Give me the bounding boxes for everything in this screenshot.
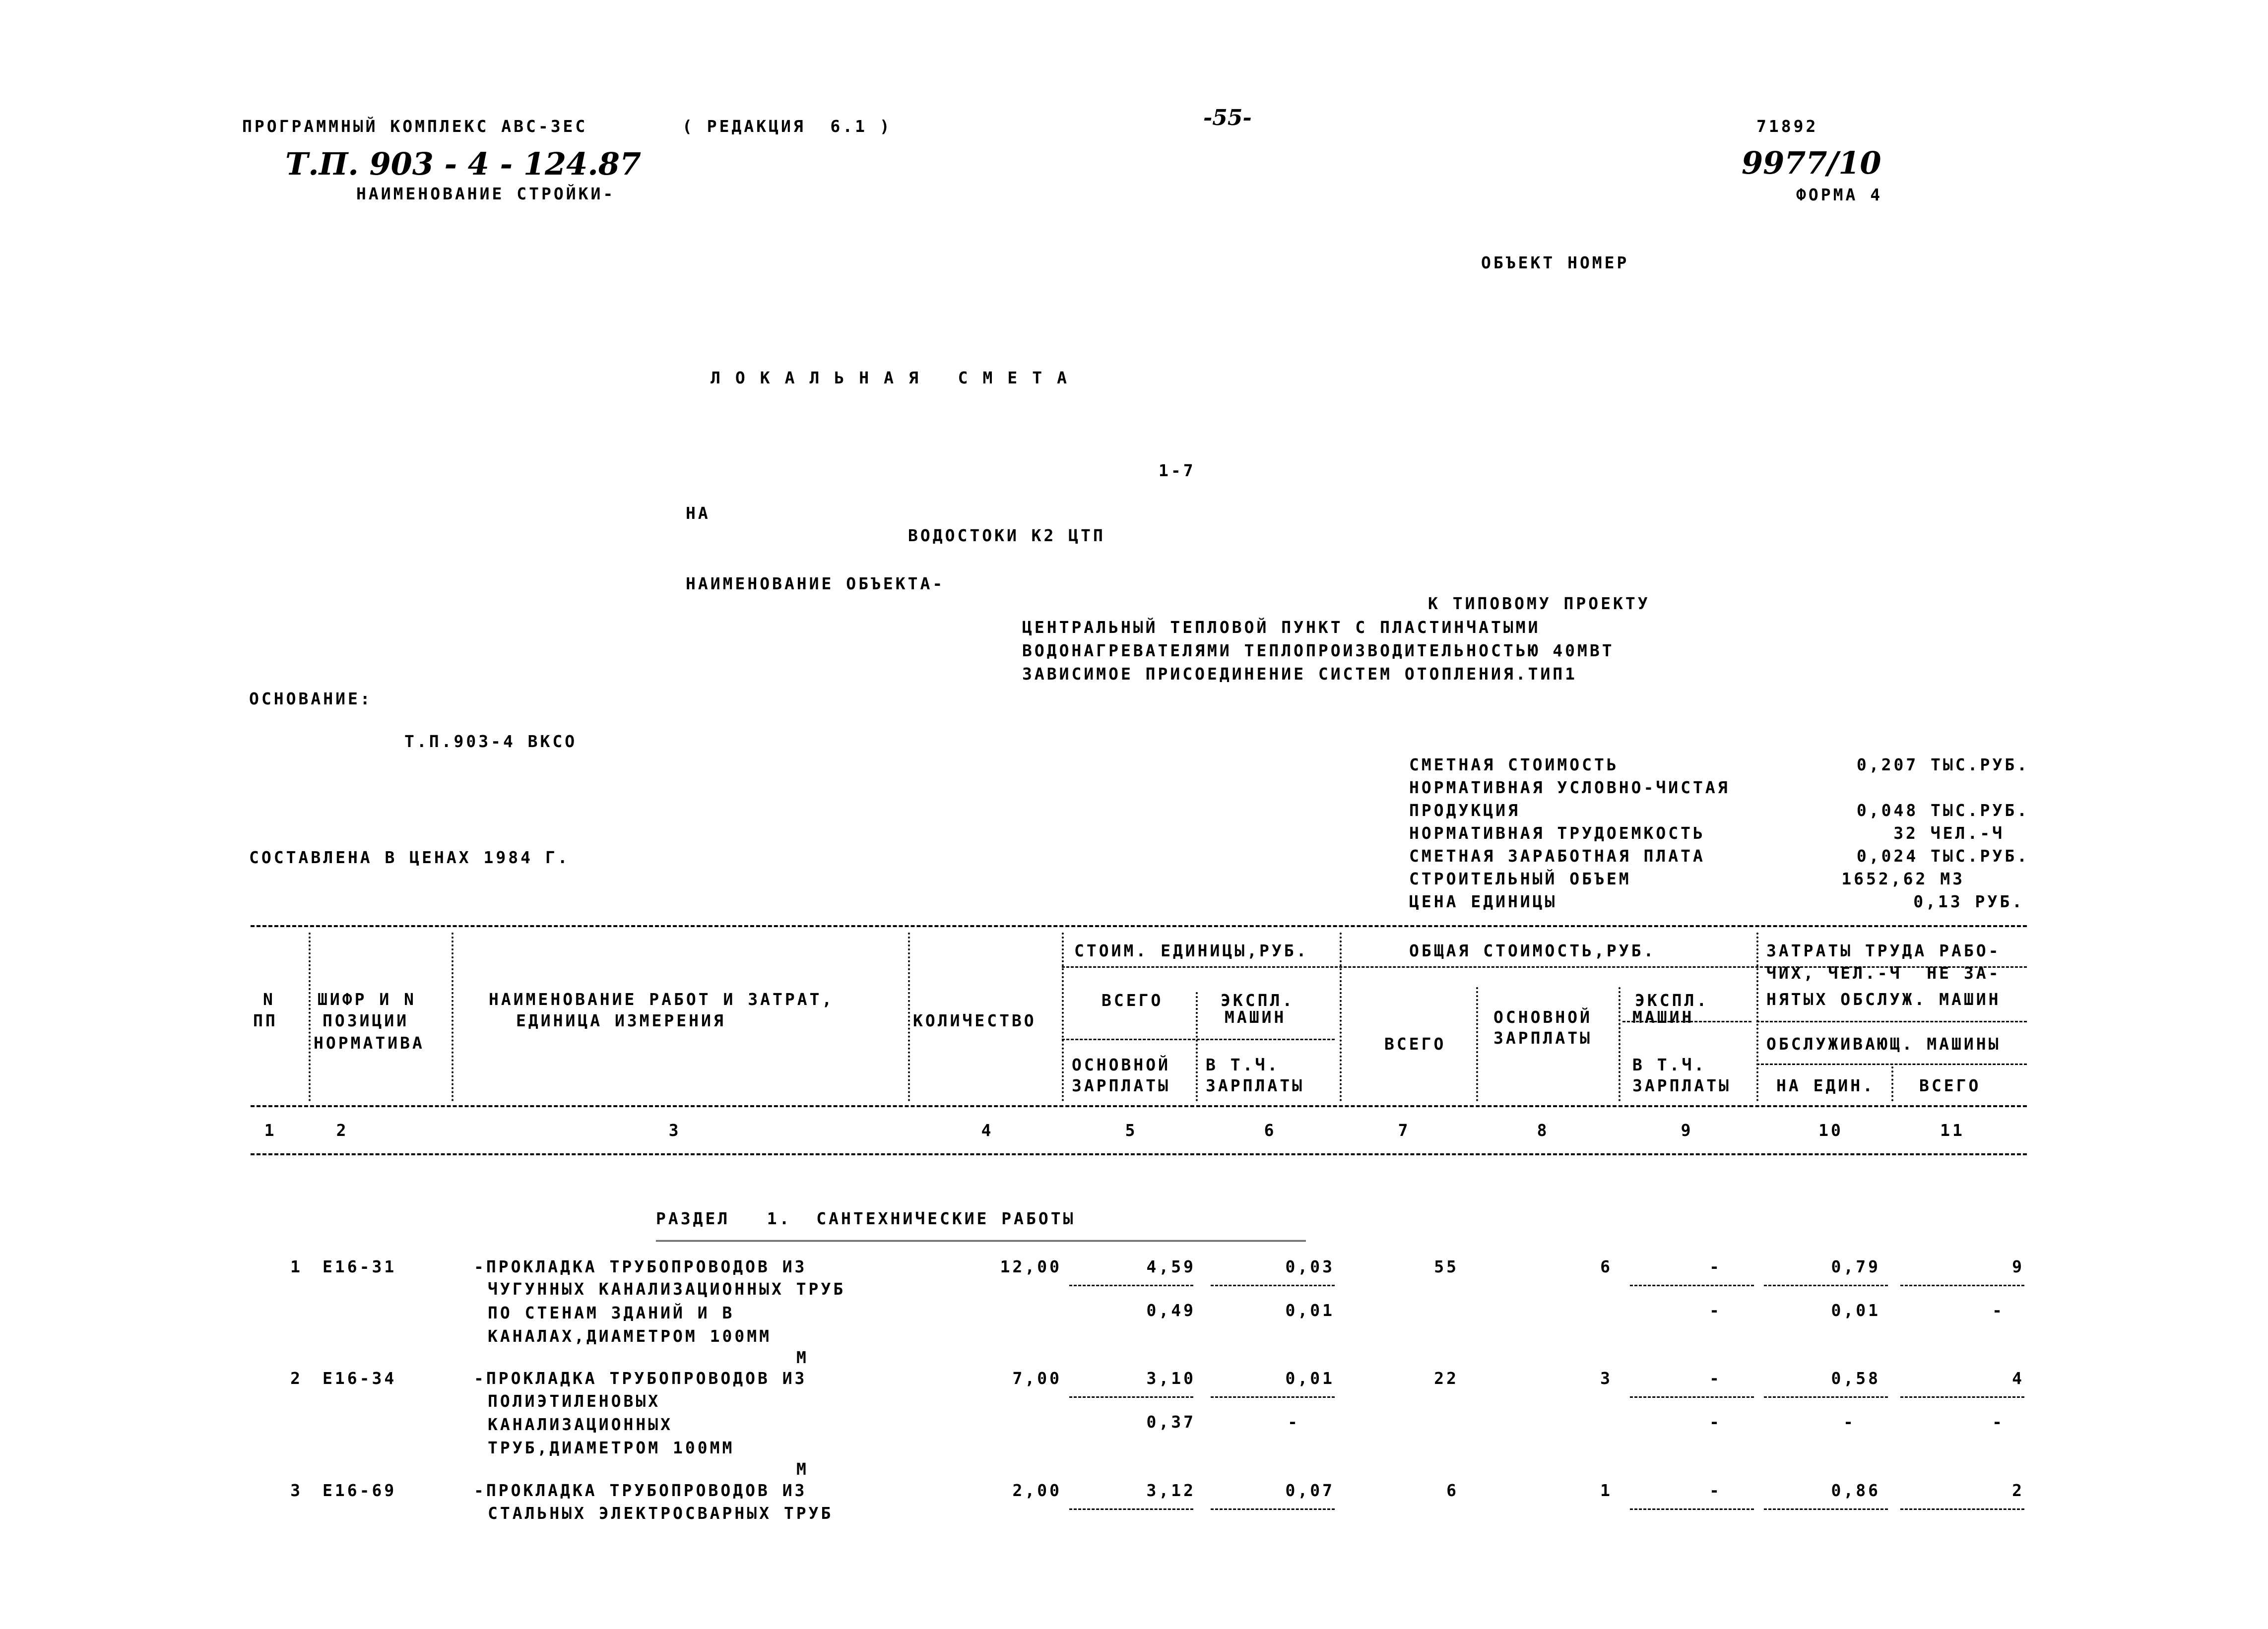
construction-name-label: НАИМЕНОВАНИЕ СТРОЙКИ- [356, 184, 616, 203]
row-underline [1069, 1508, 1193, 1510]
column-number: 10 [1818, 1121, 1843, 1140]
row-labor-total: 4 [2012, 1369, 2024, 1388]
document-code: 71892 [1756, 117, 1818, 136]
row-unit: М [796, 1459, 809, 1479]
col2-header: НОРМАТИВА [314, 1033, 425, 1053]
column-number: 3 [668, 1121, 681, 1140]
row-code: Е16-69 [323, 1481, 397, 1500]
column-number: 6 [1264, 1121, 1277, 1140]
row-desc-line: ЧУГУННЫХ КАНАЛИЗАЦИОННЫХ ТРУБ [488, 1279, 846, 1299]
row-unit-total: 3,10 [1146, 1369, 1196, 1388]
total-basic-wage-header: ОСНОВНОЙ [1493, 1007, 1592, 1027]
row-labor-service-total: - [1992, 1412, 2005, 1432]
summary-label: СТРОИТЕЛЬНЫЙ ОБЪЕМ [1409, 869, 1631, 888]
row-labor-total: 9 [2012, 1257, 2024, 1276]
col1-header: ПП [253, 1011, 278, 1030]
row-desc-line: СТАЛЬНЫХ ЭЛЕКТРОСВАРНЫХ ТРУБ [488, 1504, 834, 1523]
row-labor-total: 2 [2012, 1481, 2024, 1500]
row-unit-machine: 0,03 [1285, 1257, 1335, 1276]
column-divider [1196, 992, 1198, 1101]
header-sub-rule [1756, 1021, 2027, 1022]
row-labor-service-total: - [1992, 1301, 2005, 1320]
estimate-subject: ВОДОСТОКИ К2 ЦТП [908, 526, 1105, 545]
column-number: 7 [1398, 1121, 1411, 1140]
row-underline [1630, 1285, 1754, 1286]
row-total: 6 [1446, 1481, 1459, 1500]
col4-header: КОЛИЧЕСТВО [913, 1011, 1037, 1030]
labor-service-header: ОБСЛУЖИВАЮЩ. МАШИНЫ [1766, 1034, 2001, 1054]
column-divider [908, 933, 910, 1101]
form-label: ФОРМА 4 [1796, 185, 1883, 204]
row-unit-machine-wage: - [1288, 1412, 1300, 1432]
row-total-machine-wage: - [1709, 1412, 1722, 1432]
total-incl-wage-header: ЗАРПЛАТЫ [1632, 1076, 1731, 1095]
row-code: Е16-34 [323, 1369, 397, 1388]
row-desc-line: КАНАЛАХ,ДИАМЕТРОМ 100ММ [488, 1326, 772, 1346]
row-unit-total: 3,12 [1146, 1481, 1196, 1500]
row-underline [1211, 1396, 1335, 1398]
row-unit-machine-wage: 0,01 [1285, 1301, 1335, 1320]
row-underline [1211, 1285, 1335, 1286]
col1-header: N [263, 990, 275, 1009]
object-line-2: ЦЕНТРАЛЬНЫЙ ТЕПЛОВОЙ ПУНКТ С ПЛАСТИНЧАТЫМИ [1022, 618, 1541, 637]
row-code: Е16-31 [323, 1257, 397, 1276]
row-unit-wage: 0,37 [1146, 1412, 1196, 1432]
unit-basic-wage-header: ОСНОВНОЙ [1072, 1055, 1170, 1074]
total-machine-header: ЭКСПЛ. [1635, 991, 1709, 1010]
row-total-wage: 6 [1600, 1257, 1613, 1276]
object-line-3: ВОДОНАГРЕВАТЕЛЯМИ ТЕПЛОПРОИЗВОДИТЕЛЬНОСТЬЮ 40МВТ [1022, 641, 1615, 660]
row-labor-unit: 0,79 [1831, 1257, 1880, 1276]
row-desc-line: -ПРОКЛАДКА ТРУБОПРОВОДОВ ИЗ [474, 1369, 807, 1388]
row-underline [1764, 1508, 1888, 1510]
section-underline [656, 1240, 1306, 1242]
row-total-wage: 3 [1600, 1369, 1613, 1388]
unit-machine-header: МАШИН [1225, 1007, 1287, 1027]
unit-incl-wage-header: В Т.Ч. [1206, 1055, 1280, 1074]
object-number-label: ОБЪЕКТ НОМЕР [1481, 253, 1629, 272]
labor-total-header: ВСЕГО [1919, 1076, 1981, 1095]
row-underline [1211, 1508, 1335, 1510]
basis-label: ОСНОВАНИЕ: [249, 689, 373, 708]
col3-header: ЕДИНИЦА ИЗМЕРЕНИЯ [516, 1011, 726, 1030]
row-underline [1069, 1285, 1193, 1286]
row-unit-wage: 0,49 [1146, 1301, 1196, 1320]
row-number: 3 [290, 1481, 303, 1500]
sheet-number-handwritten: 9977/10 [1742, 145, 1881, 181]
summary-label: НОРМАТИВНАЯ ТРУДОЕМКОСТЬ [1409, 823, 1705, 843]
summary-value: 32 ЧЕЛ.-Ч [1893, 823, 2005, 843]
row-desc-line: -ПРОКЛАДКА ТРУБОПРОВОДОВ ИЗ [474, 1481, 807, 1500]
row-desc-line: -ПРОКЛАДКА ТРУБОПРОВОДОВ ИЗ [474, 1257, 807, 1276]
summary-label: ЦЕНА ЕДИНИЦЫ [1409, 892, 1557, 911]
total-machine-header: МАШИН [1632, 1007, 1694, 1027]
row-total-machine: - [1709, 1257, 1722, 1276]
summary-label: НОРМАТИВНАЯ УСЛОВНО-ЧИСТАЯ [1409, 778, 1730, 797]
row-total-machine: - [1709, 1369, 1722, 1388]
unit-basic-wage-header: ЗАРПЛАТЫ [1072, 1076, 1170, 1095]
numbers-bottom-rule [251, 1153, 2027, 1155]
row-desc-line: ТРУБ,ДИАМЕТРОМ 100ММ [488, 1438, 735, 1457]
row-desc-line: ПОЛИЭТИЛЕНОВЫХ [488, 1391, 661, 1411]
row-underline [1900, 1285, 2024, 1286]
header-sub-rule [1756, 1064, 2027, 1065]
object-name-label: НАИМЕНОВАНИЕ ОБЪЕКТА- [686, 574, 945, 593]
column-divider [1340, 933, 1342, 1101]
summary-label: СМЕТНАЯ ЗАРАБОТНАЯ ПЛАТА [1409, 846, 1705, 866]
row-total: 22 [1434, 1369, 1459, 1388]
labor-header: ЧИХ, ЧЕЛ.-Ч НЕ ЗА- [1766, 963, 2001, 983]
summary-value: 0,13 РУБ. [1913, 892, 2024, 911]
section-title: РАЗДЕЛ 1. САНТЕХНИЧЕСКИЕ РАБОТЫ [656, 1209, 1076, 1228]
project-code-handwritten: Т.П. 903 - 4 - 124.87 [285, 146, 642, 182]
unit-total-header: ВСЕГО [1102, 991, 1164, 1010]
column-divider [309, 933, 311, 1101]
row-total-wage: 1 [1600, 1481, 1613, 1500]
column-number: 5 [1125, 1121, 1138, 1140]
estimate-number: 1-7 [1159, 461, 1196, 480]
column-number: 11 [1940, 1121, 1965, 1140]
row-total-machine: - [1709, 1481, 1722, 1500]
row-total-machine-wage: - [1709, 1301, 1722, 1320]
col2-header: ПОЗИЦИИ [323, 1011, 409, 1030]
object-line-1: К ТИПОВОМУ ПРОЕКТУ [1428, 594, 1650, 613]
header-sub-rule [1062, 1039, 1335, 1040]
total-basic-wage-header: ЗАРПЛАТЫ [1493, 1028, 1592, 1048]
program-edition: ( РЕДАКЦИЯ 6.1 ) [682, 117, 892, 136]
column-number: 9 [1681, 1121, 1693, 1140]
row-unit-total: 4,59 [1146, 1257, 1196, 1276]
row-underline [1900, 1396, 2024, 1398]
col3-header: НАИМЕНОВАНИЕ РАБОТ И ЗАТРАТ, [489, 990, 835, 1009]
total-all-header: ВСЕГО [1384, 1034, 1446, 1054]
row-desc-line: ПО СТЕНАМ ЗДАНИЙ И В [488, 1303, 735, 1322]
labor-header: ЗАТРАТЫ ТРУДА РАБО- [1766, 941, 2001, 960]
row-underline [1630, 1396, 1754, 1398]
row-unit-machine: 0,01 [1285, 1369, 1335, 1388]
column-divider [1891, 1066, 1893, 1101]
unit-incl-wage-header: ЗАРПЛАТЫ [1206, 1076, 1304, 1095]
column-divider [1476, 987, 1478, 1101]
summary-value: 0,207 ТЫС.РУБ. [1856, 755, 2029, 774]
row-underline [1900, 1508, 2024, 1510]
row-unit-machine: 0,07 [1285, 1481, 1335, 1500]
row-underline [1764, 1396, 1888, 1398]
column-divider [1756, 933, 1758, 1101]
header-bottom-rule [251, 1105, 2027, 1107]
column-number: 1 [264, 1121, 277, 1140]
labor-per-unit-header: НА ЕДИН. [1776, 1076, 1875, 1095]
labor-header: НЯТЫХ ОБСЛУЖ. МАШИН [1766, 990, 2001, 1009]
program-name: ПРОГРАММНЫЙ КОМПЛЕКС АВС-3ЕС [242, 117, 588, 136]
row-labor-unit: 0,58 [1831, 1369, 1880, 1388]
column-number: 2 [336, 1121, 349, 1140]
row-labor-service-unit: - [1843, 1412, 1856, 1432]
column-divider [1619, 987, 1620, 1101]
on-label: НА [686, 503, 711, 523]
row-underline [1069, 1396, 1193, 1398]
unit-cost-header: СТОИМ. ЕДИНИЦЫ,РУБ. [1074, 941, 1309, 960]
row-underline [1764, 1285, 1888, 1286]
unit-machine-header: ЭКСПЛ. [1221, 991, 1295, 1010]
row-desc-line: КАНАЛИЗАЦИОННЫХ [488, 1415, 673, 1434]
row-quantity: 2,00 [1012, 1481, 1062, 1500]
summary-label: СМЕТНАЯ СТОИМОСТЬ [1409, 755, 1619, 774]
object-line-4: ЗАВИСИМОЕ ПРИСОЕДИНЕНИЕ СИСТЕМ ОТОПЛЕНИЯ.ТИП1 [1022, 664, 1578, 684]
summary-label: ПРОДУКЦИЯ [1409, 801, 1520, 820]
total-cost-header: ОБЩАЯ СТОИМОСТЬ,РУБ. [1409, 941, 1656, 960]
prices-label: СОСТАВЛЕНА В ЦЕНАХ 1984 Г. [249, 848, 570, 867]
row-total: 55 [1434, 1257, 1459, 1276]
row-underline [1630, 1508, 1754, 1510]
summary-value: 1652,62 М3 [1841, 869, 1965, 888]
col2-header: ШИФР И N [318, 990, 416, 1009]
row-quantity: 12,00 [1000, 1257, 1062, 1276]
column-number: 8 [1537, 1121, 1550, 1140]
row-unit: М [796, 1348, 809, 1367]
row-number: 2 [290, 1369, 303, 1388]
summary-value: 0,048 ТЫС.РУБ. [1856, 801, 2029, 820]
basis-value: Т.П.903-4 ВКСО [404, 732, 578, 751]
row-labor-unit: 0,86 [1831, 1481, 1880, 1500]
column-divider [452, 933, 454, 1101]
document-title: ЛОКАЛЬНАЯ СМЕТА [711, 368, 1082, 387]
total-incl-wage-header: В Т.Ч. [1632, 1055, 1707, 1074]
column-divider [1062, 933, 1064, 1101]
row-number: 1 [290, 1257, 303, 1276]
page-number: -55- [1203, 105, 1252, 130]
row-labor-service-unit: 0,01 [1831, 1301, 1880, 1320]
summary-value: 0,024 ТЫС.РУБ. [1856, 846, 2029, 866]
column-number: 4 [981, 1121, 994, 1140]
row-quantity: 7,00 [1012, 1369, 1062, 1388]
table-top-rule [251, 925, 2027, 927]
